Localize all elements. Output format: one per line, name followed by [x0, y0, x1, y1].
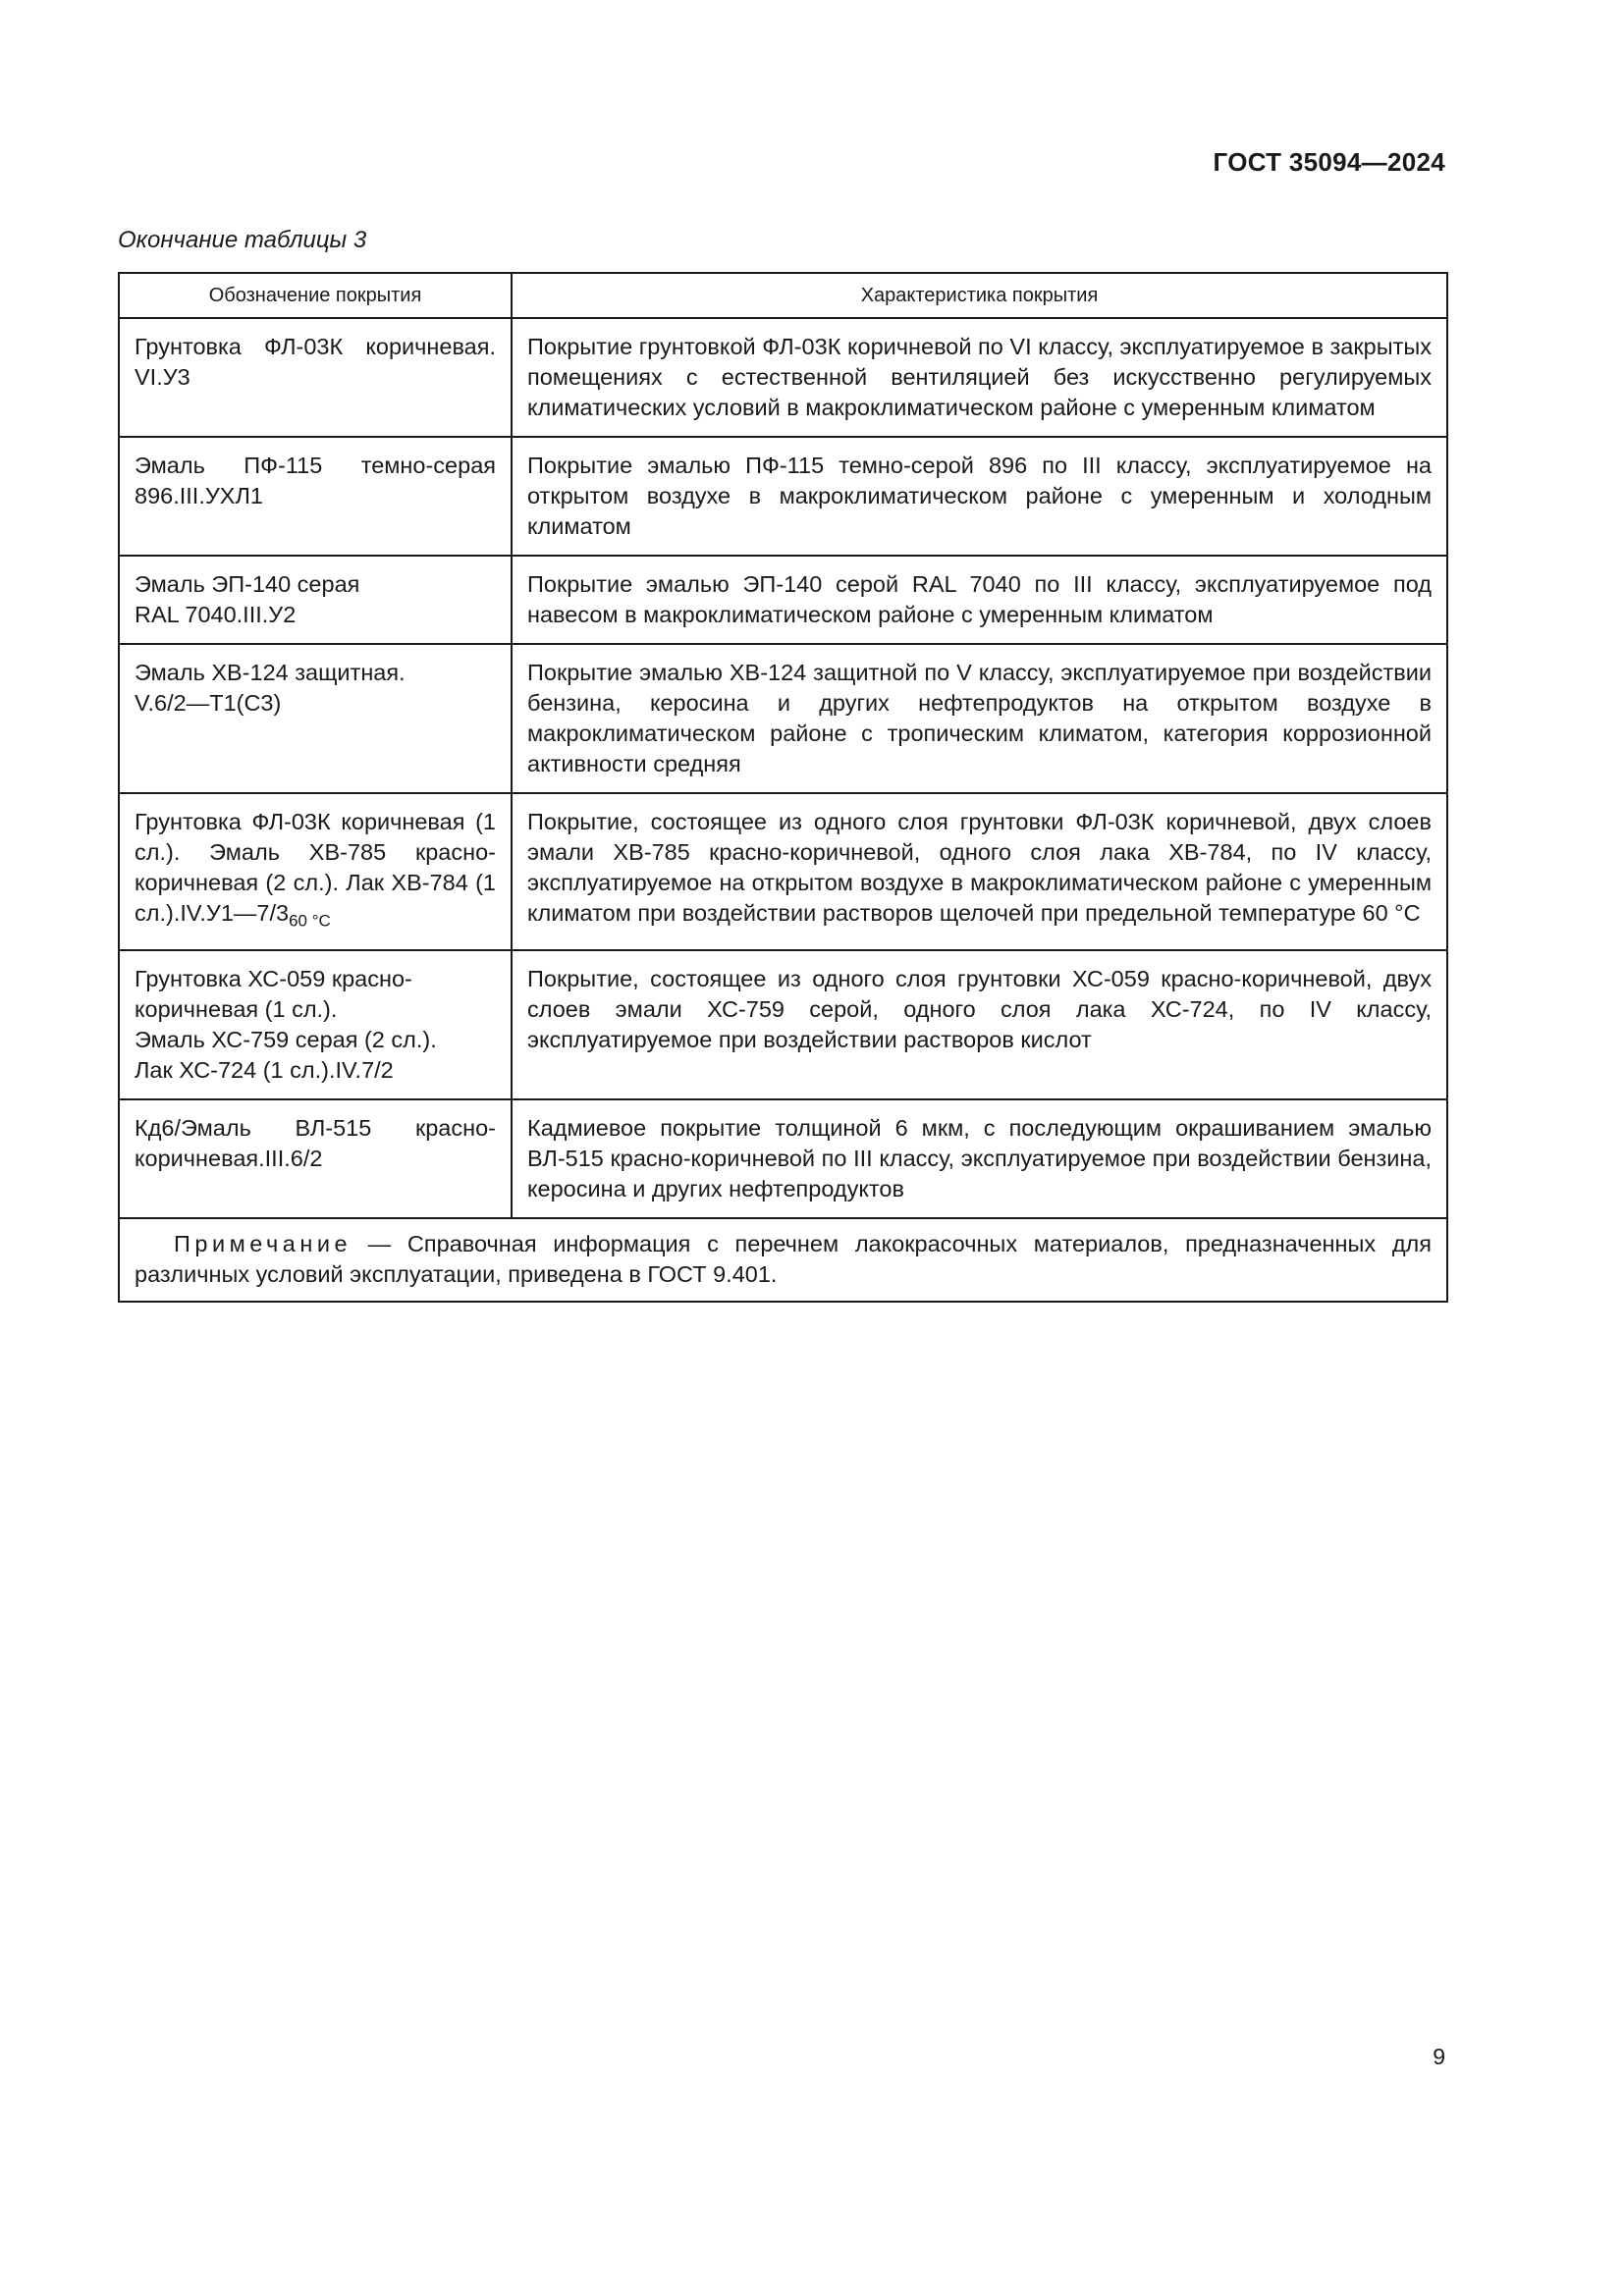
column-header-characteristic: Характеристика покрытия [512, 273, 1447, 318]
table-header-row [119, 273, 1447, 318]
characteristic-cell: Покрытие грунтовкой ФЛ-03К коричневой по VI классу, эксплуатируемое в закрытых помещениях с естественной вентиляцией без искусственно регулируемых климатических условий в макроклиматическом районе с умеренным климатом [512, 318, 1447, 437]
designation-cell: Эмаль ПФ-115 темно-серая 896.III.УХЛ1 [119, 437, 512, 556]
designation-text: Грунтовка ФЛ-03К коричневая (1 сл.). Эмаль ХВ-785 красно-коричневая (2 сл.). Лак ХВ-784 (1 сл.).IV.У1—7/3 [135, 809, 496, 926]
designation-cell: Кд6/Эмаль ВЛ-515 красно-коричневая.III.6/2 [119, 1099, 512, 1218]
table-row [119, 950, 1447, 1099]
table-caption: Окончание таблицы 3 [118, 227, 367, 253]
characteristic-cell: Покрытие эмалью ПФ-115 темно-серой 896 по III классу, эксплуатируемое на открытом воздухе в макроклиматическом районе с умеренным и холодным климатом [512, 437, 1447, 556]
table-row [119, 556, 1447, 644]
designation-cell [119, 793, 512, 950]
designation-cell: Грунтовка ФЛ-03К коричневая. VI.У3 [119, 318, 512, 437]
characteristic-cell: Кадмиевое покрытие толщиной 6 мкм, с последующим окрашиванием эмалью ВЛ-515 красно-коричневой по III классу, эксплуатируемое при воздействии бензина, керосина и других нефтепродуктов [512, 1099, 1447, 1218]
note-label: Примечание [174, 1230, 352, 1256]
designation-line: Лак ХС-724 (1 сл.).IV.7/2 [135, 1056, 394, 1083]
table-note [119, 1218, 1447, 1302]
designation-cell [119, 950, 512, 1099]
characteristic-cell: Покрытие эмалью ЭП-140 серой RAL 7040 по III классу, эксплуатируемое под навесом в макроклиматическом районе с умеренным климатом [512, 556, 1447, 644]
table-row [119, 793, 1447, 950]
characteristic-cell: Покрытие, состоящее из одного слоя грунтовки ХС-059 красно-коричневой, двух слоев эмали ХС-759 серой, одного слоя лака ХС-724, по IV классу, эксплуатируемое при воздействии растворов кислот [512, 950, 1447, 1099]
document-standard-header: ГОСТ 35094—2024 [1213, 147, 1445, 177]
table-row [119, 437, 1447, 556]
table-row [119, 644, 1447, 793]
column-header-designation: Обозначение покрытия [119, 273, 512, 318]
page-number: 9 [1433, 2044, 1445, 2069]
designation-text: Эмаль ЭП-140 серая RAL 7040.III.У2 [135, 571, 360, 627]
designation-text: Эмаль ХВ-124 защитная. V.6/2—Т1(С3) [135, 660, 406, 716]
note-text: — Справочная информация с перечнем лакокрасочных материалов, предназначенных для различных условий эксплуатации, приведена в ГОСТ 9.401. [135, 1230, 1432, 1287]
characteristic-cell: Покрытие, состоящее из одного слоя грунтовки ФЛ-03К коричневой, двух слоев эмали ХВ-785 красно-коричневой, одного слоя лака ХВ-784, по IV классу, эксплуатируемое на открытом воздухе в макроклиматическом районе с умеренным климатом при воздействии растворов щелочей при предельной температуре 60 °С [512, 793, 1447, 950]
designation-cell [119, 644, 512, 793]
coatings-table [118, 272, 1448, 1303]
table-note-row [119, 1218, 1447, 1302]
characteristic-cell: Покрытие эмалью ХВ-124 защитной по V классу, эксплуатируемое при воздействии бензина, керосина и других нефтепродуктов на открытом воздухе в макроклиматическом районе с тропическим климатом, категория коррозионной активности средняя [512, 644, 1447, 793]
table-row [119, 318, 1447, 437]
table-row [119, 1099, 1447, 1218]
temperature-subscript: 60 °С [289, 911, 331, 931]
designation-line: Грунтовка ХС-059 красно-коричневая (1 сл.). [135, 965, 412, 1022]
designation-cell [119, 556, 512, 644]
designation-line: Эмаль ХС-759 серая (2 сл.). [135, 1026, 437, 1052]
